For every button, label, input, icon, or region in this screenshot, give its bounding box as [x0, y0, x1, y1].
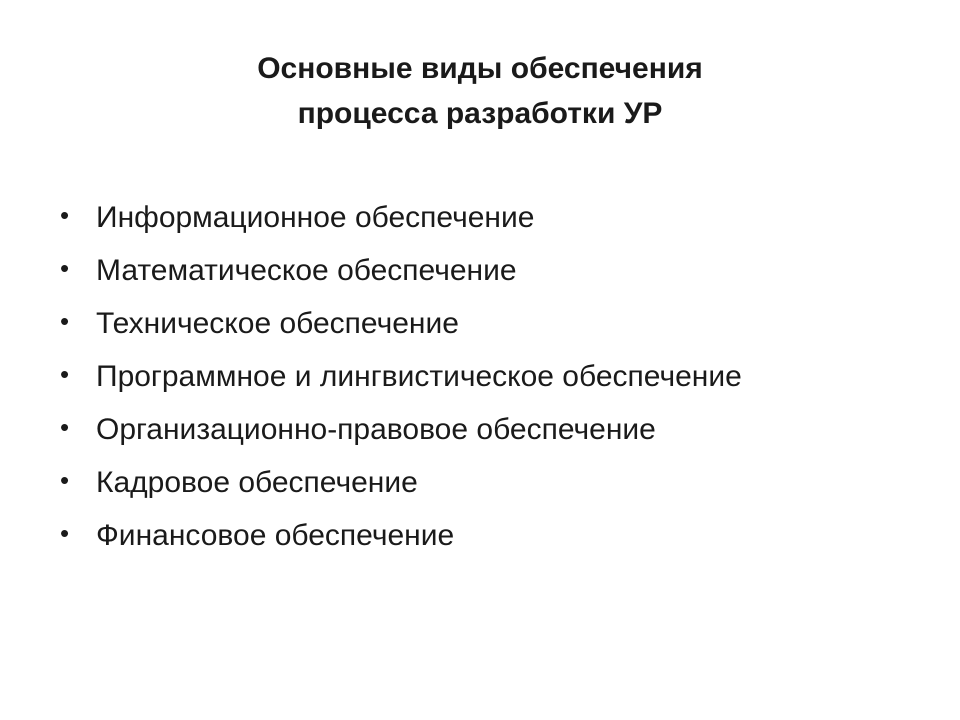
bullet-icon: •: [60, 465, 70, 495]
bullet-list: [60, 193, 742, 564]
list-item: [60, 458, 742, 511]
list-item: [60, 246, 742, 299]
slide-title-line-1: Основные виды обеспечения: [257, 52, 703, 85]
list-item-text: Кадровое обеспечение: [96, 466, 418, 499]
bullet-icon: •: [60, 518, 70, 548]
bullet-icon: •: [60, 200, 70, 230]
list-item-text: Организационно-правовое обеспечение: [96, 413, 656, 446]
bullet-icon: •: [60, 306, 70, 336]
list-item: [60, 299, 742, 352]
list-item: [60, 511, 742, 564]
list-item-text: Финансовое обеспечение: [96, 519, 455, 552]
list-item-text: Математическое обеспечение: [96, 254, 517, 287]
bullet-icon: •: [60, 359, 70, 389]
list-item: [60, 193, 742, 246]
bullet-icon: •: [60, 412, 70, 442]
list-item-text: Информационное обеспечение: [96, 201, 535, 234]
slide-title: [0, 46, 960, 136]
list-item-text: Программное и лингвистическое обеспечение: [96, 360, 742, 393]
list-item: [60, 352, 742, 405]
bullet-icon: •: [60, 253, 70, 283]
list-item: [60, 405, 742, 458]
list-item-text: Техническое обеспечение: [96, 307, 459, 340]
slide-title-line-2: процесса разработки УР: [297, 97, 663, 130]
